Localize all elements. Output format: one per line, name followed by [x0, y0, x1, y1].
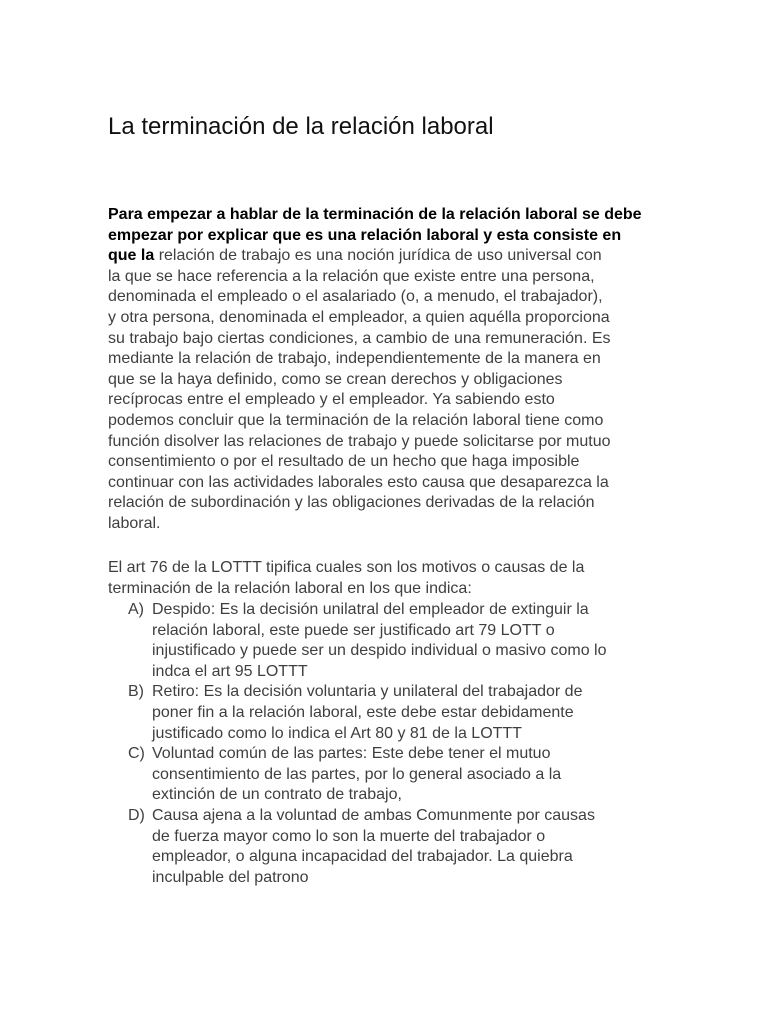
paragraph-line: terminación de la relación laboral en los que indica: [108, 579, 472, 597]
list-item [128, 744, 606, 806]
list-marker: A) [128, 601, 144, 618]
paragraph-line: denominada el empleado o el asalariado (o, a menudo, el trabajador), [108, 288, 603, 306]
list-item [128, 600, 606, 682]
list-marker: C) [128, 745, 145, 763]
paragraph-line: El art 76 de la LOTTT tipifica cuales son los motivos o causas de la [108, 559, 585, 576]
list-item-line: injustificado y puede ser un despido individual o masivo como lo [152, 642, 607, 660]
paragraph-line: continuar con las actividades laborales esto causa que desaparezca la [108, 473, 609, 491]
list-item-line: extinción de un contrato de trabajo, [152, 786, 402, 804]
list-item-line: de fuerza mayor como lo son la muerte del trabajador o [152, 827, 546, 845]
document-title: La terminación de la relación laboral [108, 113, 494, 140]
paragraph-line: su trabajo bajo ciertas condiciones, a cambio de una remuneración. Es [108, 329, 611, 347]
paragraph-line: recíprocas entre el empleado y el empleador. Ya sabiendo esto [108, 391, 555, 409]
paragraph-line: la que se hace referencia a la relación que existe entre una persona, [108, 267, 595, 285]
list-item [128, 806, 606, 888]
paragraph-line: mediante la relación de trabajo, independientemente de la manera en [108, 350, 601, 368]
list-item-line: Voluntad común de las partes: Este debe tener el mutuo [152, 745, 551, 763]
paragraph-line: podemos concluir que la terminación de la relación laboral tiene como [108, 411, 604, 429]
list-item-line: poner fin a la relación laboral, este debe estar debidamente [152, 703, 574, 721]
causes-list [128, 600, 606, 888]
paragraph-line: que se la haya definido, como se crean derechos y obligaciones [108, 370, 563, 388]
list-marker: B) [128, 683, 144, 701]
paragraph-causes [108, 558, 584, 599]
list-item-line: Retiro: Es la decisión voluntaria y unilateral del trabajador de [152, 683, 583, 701]
list-item-line: Causa ajena a la voluntad de ambas Comunmente por causas [152, 806, 595, 824]
paragraph-line: Para empezar a hablar de la terminación de la relación laboral se debe [108, 206, 642, 223]
list-item-line: Despido: Es la decisión unilatral del empleador de extinguir la [152, 601, 589, 618]
list-item-line: relación laboral, este puede ser justificado art 79 LOTT o [152, 621, 555, 639]
bold-text: que la [108, 247, 159, 265]
paragraph-intro [108, 205, 642, 535]
paragraph-line: empezar por explicar que es una relación laboral y esta consiste en [108, 226, 622, 244]
paragraph-line: laboral. [108, 514, 161, 532]
list-item [128, 682, 606, 744]
body-text: relación de trabajo es una noción jurídica de uso universal con [158, 247, 602, 265]
paragraph-line: función disolver las relaciones de trabajo y puede solicitarse por mutuo [108, 432, 611, 450]
paragraph-line: relación de subordinación y las obligaciones derivadas de la relación [108, 494, 595, 512]
paragraph-line [108, 246, 642, 267]
list-marker: D) [128, 806, 145, 824]
paragraph-line: consentimiento o por el resultado de un hecho que haga imposible [108, 453, 580, 471]
list-item-line: consentimiento de las partes, por lo general asociado a la [152, 765, 562, 783]
paragraph-line: y otra persona, denominada el empleador, a quien aquélla proporciona [108, 308, 610, 326]
list-item-line: indca el art 95 LOTTT [152, 662, 308, 680]
list-item-line: justificado como lo indica el Art 80 y 81 de la LOTTT [152, 724, 522, 742]
list-item-line: inculpable del patrono [152, 868, 309, 886]
list-item-line: empleador, o alguna incapacidad del trabajador. La quiebra [152, 848, 573, 866]
